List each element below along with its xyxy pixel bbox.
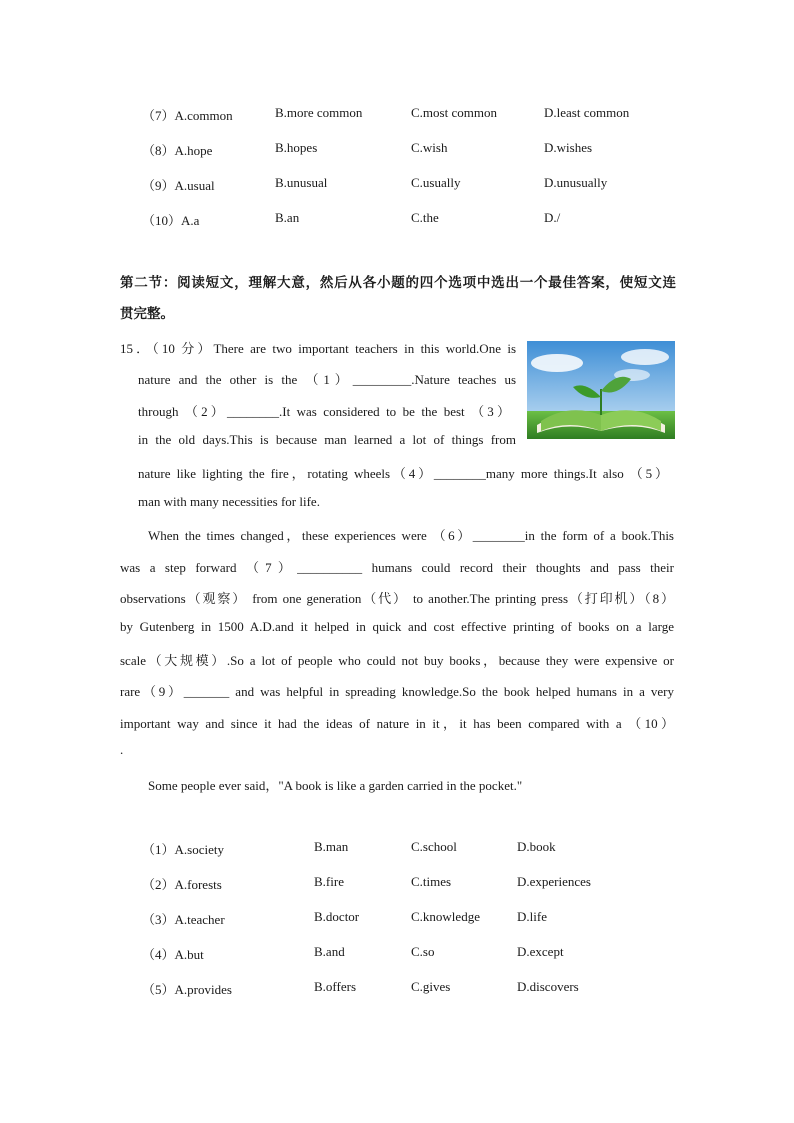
option-a: （5）A.provides xyxy=(142,982,232,997)
passage-line: Some people ever said，"A book is like a garden carried in the pocket." xyxy=(148,778,523,793)
option-row xyxy=(0,979,794,999)
option-c: C.wish xyxy=(411,140,448,155)
option-row xyxy=(0,175,794,195)
option-a: （1）A.society xyxy=(142,842,224,857)
passage-line: by Gutenberg in 1500 A.D.and it helped in quick and cost effective printing of books on a large xyxy=(120,619,674,634)
option-c: C.school xyxy=(411,839,457,854)
option-b: B.fire xyxy=(314,874,344,889)
option-d: D.wishes xyxy=(544,140,593,155)
passage-line: in the old days.This is because man learned a lot of things from xyxy=(138,432,516,447)
option-d: D.book xyxy=(517,839,556,854)
passage-line: through （2）________.It was considered to be the best （3） xyxy=(138,404,510,419)
open-book-seedling-icon xyxy=(527,341,675,439)
passage-line: nature like lighting the fire，rotating wheels（4）________many more things.It also （5） xyxy=(138,466,668,481)
option-row xyxy=(0,839,794,859)
option-row xyxy=(0,140,794,160)
passage-line: rare（9）_______ and was helpful in spreading knowledge.So the book helped humans in a very xyxy=(120,684,674,699)
option-d: D.discovers xyxy=(517,979,579,994)
option-row xyxy=(0,909,794,929)
option-a: （3）A.teacher xyxy=(142,912,225,927)
option-row xyxy=(0,944,794,964)
option-row xyxy=(0,874,794,894)
option-d: D.except xyxy=(517,944,564,959)
option-a: （8）A.hope xyxy=(142,143,213,158)
passage-line: was a step forward （7）__________ humans could record their thoughts and pass their xyxy=(120,560,674,575)
option-b: B.hopes xyxy=(275,140,318,155)
option-row xyxy=(0,210,794,230)
option-c: C.so xyxy=(411,944,435,959)
option-d: D.unusually xyxy=(544,175,608,190)
passage-line: . xyxy=(120,742,124,757)
option-a: （7）A.common xyxy=(142,108,233,123)
section-heading-line: 第二节：阅读短文，理解大意，然后从各小题的四个选项中选出一个最佳答案，使短文连 xyxy=(120,275,676,291)
option-b: B.man xyxy=(314,839,349,854)
option-c: C.times xyxy=(411,874,452,889)
passage-line: man with many necessities for life. xyxy=(138,494,320,509)
option-b: B.unusual xyxy=(275,175,328,190)
option-a: （4）A.but xyxy=(142,947,204,962)
passage-line: important way and since it had the ideas of nature in it，it has been compared with a （10） xyxy=(120,716,674,731)
section-heading-line: 贯完整。 xyxy=(120,306,174,322)
option-c: C.knowledge xyxy=(411,909,480,924)
option-d: D./ xyxy=(544,210,561,225)
passage-line: 15．（10 分）There are two important teachers in this world.One is xyxy=(120,341,516,356)
section-heading xyxy=(120,268,676,330)
passage-line: observations（观察） from one generation（代） to another.The printing press（打印机）（8） xyxy=(120,591,674,606)
option-c: C.most common xyxy=(411,105,497,120)
passage-line: When the times changed，these experiences were （6）________in the form of a book.This xyxy=(148,528,674,543)
option-b: B.and xyxy=(314,944,345,959)
option-a: （2）A.forests xyxy=(142,877,222,892)
passage-line: nature and the other is the （1）_________.Nature teaches us xyxy=(138,372,516,387)
option-a: （10）A.a xyxy=(142,213,200,228)
option-b: B.an xyxy=(275,210,300,225)
passage-line: scale（大规模）.So a lot of people who could not buy books，because they were expensive or xyxy=(120,653,674,668)
option-d: D.least common xyxy=(544,105,630,120)
option-c: C.gives xyxy=(411,979,451,994)
option-b: B.more common xyxy=(275,105,363,120)
option-b: B.doctor xyxy=(314,909,360,924)
option-d: D.life xyxy=(517,909,547,924)
option-c: C.usually xyxy=(411,175,461,190)
option-a: （9）A.usual xyxy=(142,178,215,193)
option-row xyxy=(0,105,794,125)
option-c: C.the xyxy=(411,210,439,225)
option-b: B.offers xyxy=(314,979,357,994)
option-d: D.experiences xyxy=(517,874,591,889)
